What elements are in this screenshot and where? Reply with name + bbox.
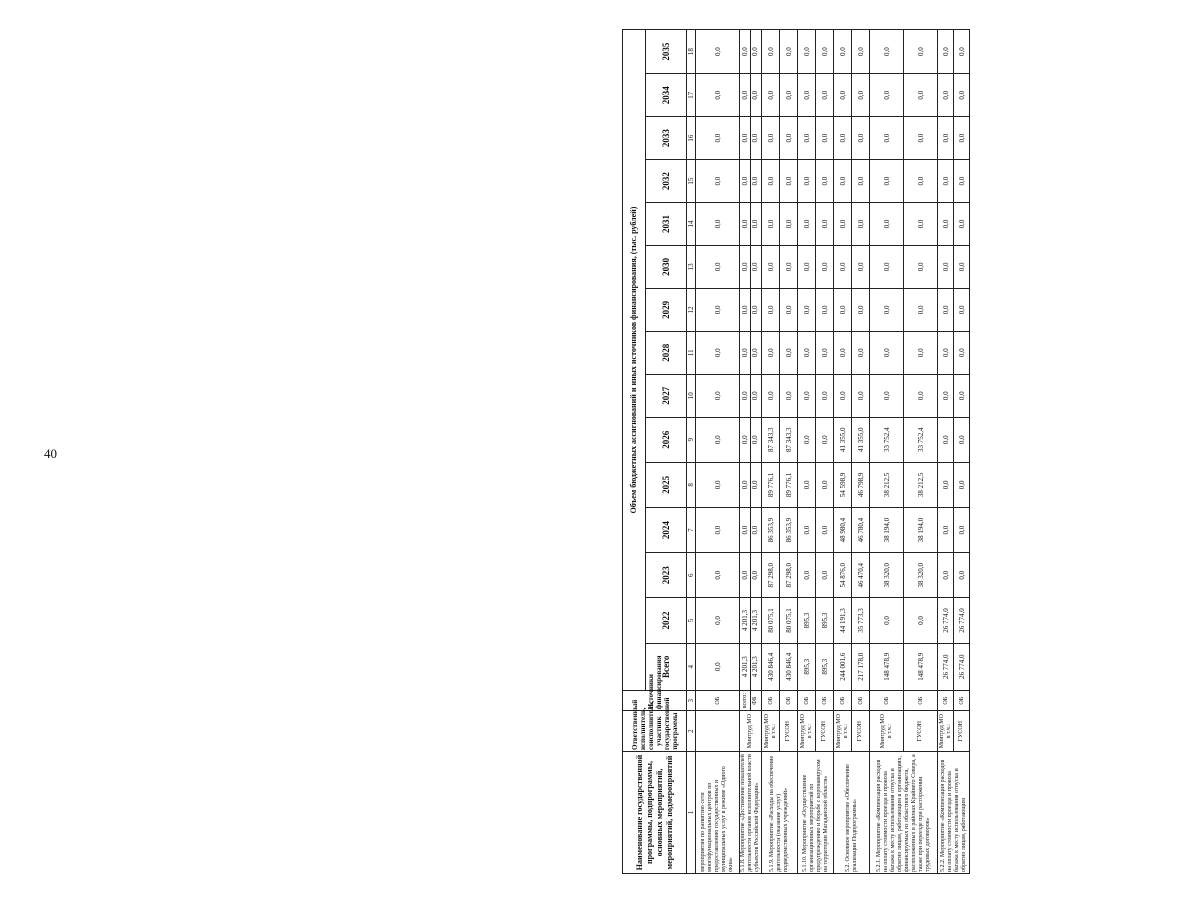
value-cell: 0,0	[696, 598, 740, 643]
value-cell: 0,0	[938, 117, 954, 160]
row-source: ОБ	[870, 691, 904, 711]
value-cell	[740, 30, 762, 74]
value-cell: 0,0	[834, 331, 852, 374]
rotated-table-sheet	[622, 29, 1197, 874]
value-cell: 0,0	[904, 117, 938, 160]
value-cell: 87 343,3	[762, 417, 780, 462]
row-source: ОБ	[834, 691, 852, 711]
header-source: Источники финансирования	[623, 691, 687, 711]
value-cell: 0,0	[762, 74, 780, 117]
value-cell: 0,0	[870, 117, 904, 160]
value-cell: 0,0	[904, 374, 938, 417]
row-responsible: Минтруд МО в т.ч.:	[762, 711, 780, 752]
row-name: 5.1.10. Мероприятие «Осуществление организационных мероприятий по предупреждению и борьбе с коронавирусом на территории Магаданской области»	[798, 752, 834, 874]
value-cell: 0,0	[696, 203, 740, 246]
table-row	[954, 30, 970, 874]
value-cell: 0,0	[798, 245, 816, 288]
value-part: 0,0	[751, 525, 759, 535]
value-part: 0,0	[751, 90, 759, 100]
value-cell: 244 001,6	[834, 643, 852, 690]
header-total: Всего	[646, 643, 687, 690]
source-part: всего:	[741, 691, 751, 710]
row-responsible: ГУСОН	[816, 711, 834, 752]
value-part: 0,0	[741, 246, 751, 288]
value-cell: 0,0	[696, 553, 740, 598]
value-cell: 38 194,0	[870, 508, 904, 553]
value-cell: 38 212,5	[870, 462, 904, 507]
column-number: 11	[687, 331, 696, 374]
value-cell	[740, 508, 762, 553]
header-year: 2029	[646, 288, 687, 331]
value-cell: 44 191,3	[834, 598, 852, 643]
value-cell: 0,0	[798, 30, 816, 74]
value-cell: 895,3	[798, 598, 816, 643]
value-cell: 0,0	[852, 331, 870, 374]
table-row	[870, 30, 904, 874]
value-part: 0,0	[741, 332, 751, 374]
header-year: 2028	[646, 331, 687, 374]
value-cell: 86 353,9	[780, 508, 798, 553]
value-cell: 26 774,0	[954, 643, 970, 690]
value-cell: 26 774,0	[938, 643, 954, 690]
value-cell: 0,0	[852, 117, 870, 160]
value-cell	[740, 331, 762, 374]
value-cell: 0,0	[816, 160, 834, 203]
value-cell: 0,0	[954, 203, 970, 246]
value-cell: 0,0	[798, 74, 816, 117]
row-source: ОБ	[904, 691, 938, 711]
value-cell: 87 298,0	[762, 553, 780, 598]
value-cell: 0,0	[798, 288, 816, 331]
table-row	[816, 30, 834, 874]
value-cell: 0,0	[762, 288, 780, 331]
value-part: 0,0	[741, 375, 751, 417]
value-cell: 0,0	[816, 508, 834, 553]
value-cell: 0,0	[938, 374, 954, 417]
value-cell: 0,0	[798, 462, 816, 507]
value-part: 0,0	[751, 570, 759, 580]
value-cell: 0,0	[954, 288, 970, 331]
row-name: 5.1.8. Мероприятие «Достижение показателей деятельности органов исполнительной власти субъектов Российской Федерации»	[740, 752, 762, 874]
value-cell: 0,0	[798, 553, 816, 598]
value-cell: 33 752,4	[904, 417, 938, 462]
value-cell: 0,0	[762, 160, 780, 203]
value-cell: 148 478,9	[904, 643, 938, 690]
value-cell: 0,0	[816, 331, 834, 374]
value-cell: 0,0	[834, 117, 852, 160]
value-cell: 0,0	[938, 417, 954, 462]
value-cell: 0,0	[870, 245, 904, 288]
row-responsible: ГУСОН	[780, 711, 798, 752]
value-cell	[740, 417, 762, 462]
value-cell: 0,0	[780, 331, 798, 374]
value-part: 0,0	[741, 74, 751, 116]
value-part: 0,0	[741, 508, 751, 552]
header-year: 2034	[646, 74, 687, 117]
row-source: ОБ	[696, 691, 740, 711]
value-cell: 0,0	[904, 30, 938, 74]
value-cell	[740, 288, 762, 331]
value-part: 0,0	[751, 262, 759, 272]
row-name: 5.1.9. Мероприятие «Расходы на обеспечение деятельности (оказание услуг) подведомственных учреждений»	[762, 752, 798, 874]
column-number: 15	[687, 160, 696, 203]
table-row	[834, 30, 852, 874]
value-cell: 0,0	[852, 160, 870, 203]
column-number: 4	[687, 643, 696, 690]
value-cell: 0,0	[816, 462, 834, 507]
value-cell: 54 598,9	[834, 462, 852, 507]
value-cell: 0,0	[696, 30, 740, 74]
header-year: 2024	[646, 508, 687, 553]
value-cell	[740, 598, 762, 643]
value-cell: 0,0	[870, 374, 904, 417]
header-year: 2025	[646, 462, 687, 507]
value-part: 0,0	[751, 305, 759, 315]
page-number: 40	[44, 446, 57, 461]
value-cell: 0,0	[954, 553, 970, 598]
value-cell: 0,0	[870, 598, 904, 643]
value-cell: 0,0	[780, 117, 798, 160]
header-year: 2030	[646, 245, 687, 288]
value-cell: 0,0	[852, 288, 870, 331]
header-year: 2022	[646, 598, 687, 643]
value-cell: 0,0	[834, 203, 852, 246]
row-source	[740, 691, 762, 711]
value-part: 0,0	[741, 117, 751, 159]
value-cell: 0,0	[938, 203, 954, 246]
column-number: 16	[687, 117, 696, 160]
column-number: 5	[687, 598, 696, 643]
value-cell: 0,0	[954, 508, 970, 553]
value-cell: 0,0	[816, 117, 834, 160]
value-cell: 0,0	[696, 331, 740, 374]
column-number: 8	[687, 462, 696, 507]
value-cell: 0,0	[954, 74, 970, 117]
column-number: 18	[687, 30, 696, 74]
value-cell: 41 355,0	[852, 417, 870, 462]
header-name: Наименование государственной программы, подпрограммы, основных мероприятий, мероприятий, подмероприятий	[623, 752, 687, 874]
value-cell: 0,0	[904, 598, 938, 643]
value-cell: 0,0	[816, 30, 834, 74]
value-cell: 0,0	[954, 117, 970, 160]
value-cell: 0,0	[938, 288, 954, 331]
value-cell	[740, 553, 762, 598]
value-cell	[740, 462, 762, 507]
column-number: 6	[687, 553, 696, 598]
value-cell: 0,0	[870, 160, 904, 203]
row-responsible: Минтруд МО	[740, 711, 762, 752]
value-cell: 0,0	[816, 553, 834, 598]
value-cell: 46 470,4	[852, 553, 870, 598]
value-cell: 0,0	[852, 74, 870, 117]
value-part: 4 201,3	[741, 598, 751, 642]
value-cell: 0,0	[938, 30, 954, 74]
row-name: мероприятия по развитию сети многофункциональных центров по предоставлению государственных и муниципальных услуг в режиме «Одного окна»	[696, 752, 740, 874]
value-cell: 41 355,0	[834, 417, 852, 462]
value-part: 0,0	[741, 30, 751, 73]
value-cell: 46 798,9	[852, 462, 870, 507]
value-cell: 0,0	[780, 245, 798, 288]
value-cell: 0,0	[696, 245, 740, 288]
row-source: ОБ	[938, 691, 954, 711]
column-number: 17	[687, 74, 696, 117]
value-cell: 26 774,0	[954, 598, 970, 643]
value-part: 0,0	[741, 289, 751, 331]
value-cell: 80 075,1	[780, 598, 798, 643]
value-part: 0,0	[751, 47, 759, 57]
header-year: 2033	[646, 117, 687, 160]
value-cell: 0,0	[798, 331, 816, 374]
header-year: 2023	[646, 553, 687, 598]
value-cell: 26 774,0	[938, 598, 954, 643]
table-row	[904, 30, 938, 874]
value-cell: 148 478,9	[870, 643, 904, 690]
value-cell	[740, 374, 762, 417]
value-cell: 87 343,3	[780, 417, 798, 462]
row-source: ОБ	[762, 691, 780, 711]
value-cell: 0,0	[904, 288, 938, 331]
value-cell: 0,0	[834, 74, 852, 117]
value-cell: 0,0	[954, 417, 970, 462]
value-cell: 0,0	[696, 288, 740, 331]
header-year: 2027	[646, 374, 687, 417]
value-cell: 38 320,0	[904, 553, 938, 598]
financing-table	[622, 29, 970, 874]
value-cell: 0,0	[780, 374, 798, 417]
row-name: 5.2. Основное мероприятие «Обеспечение реализации Подпрограммы»	[834, 752, 870, 874]
value-cell: 0,0	[938, 553, 954, 598]
value-cell: 0,0	[938, 160, 954, 203]
header-year: 2031	[646, 203, 687, 246]
value-cell: 895,3	[816, 598, 834, 643]
value-cell	[740, 160, 762, 203]
table-row	[938, 30, 954, 874]
row-source: ОБ	[852, 691, 870, 711]
value-cell: 217 178,0	[852, 643, 870, 690]
value-part: 0,0	[741, 203, 751, 245]
value-cell: 0,0	[938, 508, 954, 553]
value-cell: 0,0	[780, 203, 798, 246]
header-caption: Объем бюджетных ассигнований и иных источников финансирования, (тыс. рублей)	[623, 30, 646, 691]
value-cell: 0,0	[798, 374, 816, 417]
table-row	[762, 30, 780, 874]
value-part: 4 201,3	[741, 644, 751, 690]
value-cell: 0,0	[696, 374, 740, 417]
row-source: ОБ	[954, 691, 970, 711]
row-responsible: Минтруд МО в т.ч.:	[938, 711, 954, 752]
value-cell: 0,0	[852, 203, 870, 246]
value-cell: 0,0	[780, 288, 798, 331]
value-cell: 48 980,4	[834, 508, 852, 553]
value-cell: 0,0	[954, 374, 970, 417]
value-cell: 0,0	[798, 203, 816, 246]
column-number: 14	[687, 203, 696, 246]
value-cell: 0,0	[904, 74, 938, 117]
value-cell: 86 353,9	[762, 508, 780, 553]
row-name: 5.2.1. Мероприятие «Компенсация расходов на оплату стоимости проезда и провоза багажа к месту использования отпуска и обратно лицам, работающим в организациях, финансируемых из областного бюджета, расположенных в районах Крайнего Севера, а также при переезде при расторжении трудовых договоров»	[870, 752, 938, 874]
table-row	[852, 30, 870, 874]
value-cell: 0,0	[762, 374, 780, 417]
value-cell: 0,0	[938, 331, 954, 374]
table-row	[798, 30, 816, 874]
value-cell: 0,0	[816, 374, 834, 417]
value-cell: 0,0	[798, 160, 816, 203]
value-cell: 895,3	[798, 643, 816, 690]
value-cell: 38 212,5	[904, 462, 938, 507]
value-cell: 54 876,0	[834, 553, 852, 598]
value-cell: 35 773,3	[852, 598, 870, 643]
value-cell	[740, 117, 762, 160]
value-cell: 0,0	[696, 160, 740, 203]
value-cell: 0,0	[904, 331, 938, 374]
value-cell: 0,0	[834, 245, 852, 288]
source-part: ФБ	[752, 696, 758, 705]
value-cell: 0,0	[954, 331, 970, 374]
value-cell: 80 075,1	[762, 598, 780, 643]
column-number: 2	[687, 711, 696, 752]
value-cell: 0,0	[834, 374, 852, 417]
value-cell: 0,0	[852, 30, 870, 74]
value-cell: 0,0	[954, 30, 970, 74]
value-cell: 0,0	[696, 508, 740, 553]
value-cell: 89 776,1	[762, 462, 780, 507]
value-cell: 0,0	[834, 288, 852, 331]
value-cell: 0,0	[852, 245, 870, 288]
row-responsible: Минтруд МО в т.ч.:	[798, 711, 816, 752]
value-cell: 0,0	[696, 643, 740, 690]
value-part: 0,0	[751, 219, 759, 229]
value-cell: 0,0	[834, 160, 852, 203]
value-part: 0,0	[751, 133, 759, 143]
value-cell: 38 320,0	[870, 553, 904, 598]
value-cell: 38 194,0	[904, 508, 938, 553]
value-cell: 0,0	[870, 30, 904, 74]
value-cell: 0,0	[762, 30, 780, 74]
value-part: 4 201,3	[751, 656, 759, 678]
row-responsible: Минтруд МО в т.ч.:	[870, 711, 904, 752]
value-cell: 0,0	[798, 417, 816, 462]
value-cell: 87 298,0	[780, 553, 798, 598]
value-cell: 0,0	[870, 74, 904, 117]
row-responsible	[696, 711, 740, 752]
value-cell: 0,0	[954, 160, 970, 203]
column-number: 10	[687, 374, 696, 417]
value-cell	[740, 643, 762, 690]
value-cell: 0,0	[798, 117, 816, 160]
value-cell: 0,0	[870, 203, 904, 246]
value-cell: 89 776,1	[780, 462, 798, 507]
value-cell: 0,0	[696, 117, 740, 160]
value-cell: 0,0	[870, 331, 904, 374]
row-source: ОБ	[798, 691, 816, 711]
value-part: 0,0	[751, 435, 759, 445]
row-name: 5.2.2. Мероприятие «Компенсация расходов на оплату стоимости проезда и провоза багажа к месту использования отпуска и обратно лицам, работающим	[938, 752, 970, 874]
value-cell: 430 846,4	[762, 643, 780, 690]
value-cell: 0,0	[904, 203, 938, 246]
table-row	[696, 30, 740, 874]
value-cell: 0,0	[938, 245, 954, 288]
value-cell: 0,0	[762, 117, 780, 160]
value-cell: 0,0	[780, 160, 798, 203]
value-cell: 0,0	[834, 30, 852, 74]
value-part: 0,0	[751, 391, 759, 401]
value-part: 0,0	[751, 176, 759, 186]
column-number: 9	[687, 417, 696, 462]
value-part: 0,0	[751, 348, 759, 358]
value-cell: 0,0	[696, 462, 740, 507]
value-cell: 0,0	[852, 374, 870, 417]
value-cell: 0,0	[816, 288, 834, 331]
header-year: 2032	[646, 160, 687, 203]
value-part: 0,0	[741, 160, 751, 202]
value-cell	[740, 74, 762, 117]
value-cell: 0,0	[816, 417, 834, 462]
value-cell: 0,0	[816, 203, 834, 246]
value-cell: 895,3	[816, 643, 834, 690]
value-cell: 0,0	[938, 74, 954, 117]
column-number: 13	[687, 245, 696, 288]
row-responsible: Минтруд МО в т.ч.:	[834, 711, 852, 752]
value-cell: 0,0	[816, 245, 834, 288]
value-cell: 0,0	[816, 74, 834, 117]
column-number: 12	[687, 288, 696, 331]
value-part: 0,0	[741, 463, 751, 507]
row-responsible: ГУСОН	[904, 711, 938, 752]
value-cell: 46 780,4	[852, 508, 870, 553]
value-cell: 0,0	[762, 245, 780, 288]
value-cell: 0,0	[954, 462, 970, 507]
value-cell: 0,0	[762, 203, 780, 246]
value-cell: 33 752,4	[870, 417, 904, 462]
value-cell: 0,0	[762, 331, 780, 374]
header-year: 2026	[646, 417, 687, 462]
value-cell: 430 846,4	[780, 643, 798, 690]
column-number: 1	[687, 752, 696, 874]
value-part: 0,0	[741, 418, 751, 462]
header-year: 2035	[646, 30, 687, 74]
value-part: 4 201,3	[751, 609, 759, 631]
value-cell: 0,0	[696, 417, 740, 462]
value-cell	[740, 203, 762, 246]
value-cell: 0,0	[904, 245, 938, 288]
row-source: ОБ	[780, 691, 798, 711]
table-row	[780, 30, 798, 874]
value-cell	[740, 245, 762, 288]
column-number: 7	[687, 508, 696, 553]
value-cell: 0,0	[938, 462, 954, 507]
value-cell: 0,0	[780, 30, 798, 74]
value-cell: 0,0	[780, 74, 798, 117]
value-cell: 0,0	[798, 508, 816, 553]
header-responsible: Ответственный исполнитель, соисполнитель, участник государственной программы	[623, 711, 687, 752]
row-source: ОБ	[816, 691, 834, 711]
value-cell: 0,0	[954, 245, 970, 288]
table-row	[740, 30, 762, 874]
row-responsible: ГУСОН	[954, 711, 970, 752]
value-cell: 0,0	[870, 288, 904, 331]
value-cell: 0,0	[904, 160, 938, 203]
column-number: 3	[687, 691, 696, 711]
value-part: 0,0	[741, 553, 751, 597]
row-responsible: ГУСОН	[852, 711, 870, 752]
value-cell: 0,0	[696, 74, 740, 117]
value-part: 0,0	[751, 480, 759, 490]
